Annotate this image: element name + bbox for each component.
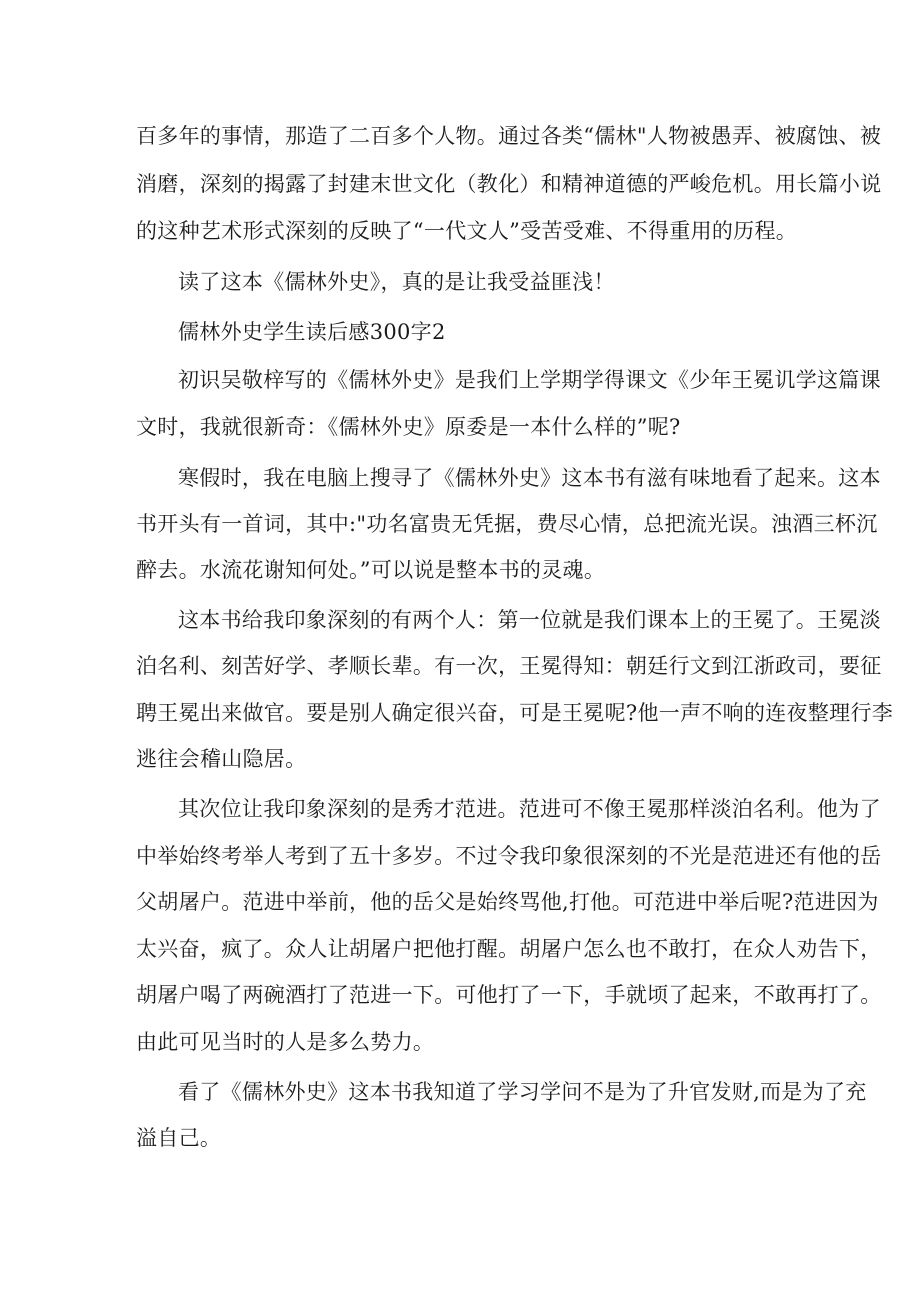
text-line: 的这种艺术形式深刻的反映了“一代文人”受苦受难、不得重用的历程。	[136, 219, 798, 243]
text-line: 溢自己。	[136, 1126, 222, 1150]
text-line: 胡屠户喝了两碗酒打了范进一下。可他打了一下，手就顷了起来，不敢再打了。	[136, 983, 882, 1007]
text-line: 读了这本《儒林外史》，真的是让我受益匪浅！	[178, 270, 615, 294]
text-line: 醉去。水流花谢知何处。”可以说是整本书的灵魂。	[136, 558, 606, 582]
text-line: 百多年的事情，那造了二百多个人物。通过各类“儒林"人物被愚弄、被腐蚀、被	[136, 124, 882, 148]
text-line: 消磨，深刻的揭露了封建末世文化（教化）和精神道德的严峻危机。用长篇小说	[136, 172, 882, 196]
text-line: 中举始终考举人考到了五十多岁。不过令我印象很深刻的不光是范进还有他的岳	[136, 844, 882, 868]
text-line: 泊名利、刻苦好学、孝顺长辈。有一次，王冕得知：朝廷行文到江浙政司，要征	[136, 654, 882, 678]
section-heading: 儒林外史学生读后感300字2	[178, 320, 446, 344]
text-line: 书开头有一首词，其中:"功名富贵无凭据，费尽心情，总把流光误。浊酒三杯沉	[136, 512, 878, 536]
text-line: 其次位让我印象深刻的是秀才范进。范进可不像王冕那样淡泊名利。他为了	[178, 797, 881, 821]
text-line: 初识吴敬梓写的《儒林外史》是我们上学期学得课文《少年王冕讥学这篇课	[178, 368, 881, 392]
text-line: 寒假时，我在电脑上搜寻了《儒林外史》这本书有滋有味地看了起来。这本	[178, 466, 881, 490]
text-line: 父胡屠户。范进中举前，他的岳父是始终骂他,打他。可范进中举后呢?范进因为	[136, 890, 879, 914]
text-line: 聘王冕出来做官。要是别人确定很兴奋，可是王冕呢?他一声不响的连夜整理行李	[136, 701, 894, 725]
text-line: 逃往会稽山隐居。	[136, 747, 307, 771]
text-line: 由此可见当时的人是多么势力。	[136, 1030, 435, 1054]
text-line: 这本书给我印象深刻的有两个人：第一位就是我们课本上的王冕了。王冕淡	[178, 608, 881, 632]
text-line: 太兴奋，疯了。众人让胡屠户把他打醒。胡屠户怎么也不敢打，在众人劝告下，	[136, 937, 882, 961]
text-line: 文时，我就很新奇：《儒林外史》原委是一本什么样的”呢?	[136, 415, 681, 439]
text-line: 看了《儒林外史》这本书我知道了学习学问不是为了升官发财,而是为了充	[178, 1080, 867, 1104]
